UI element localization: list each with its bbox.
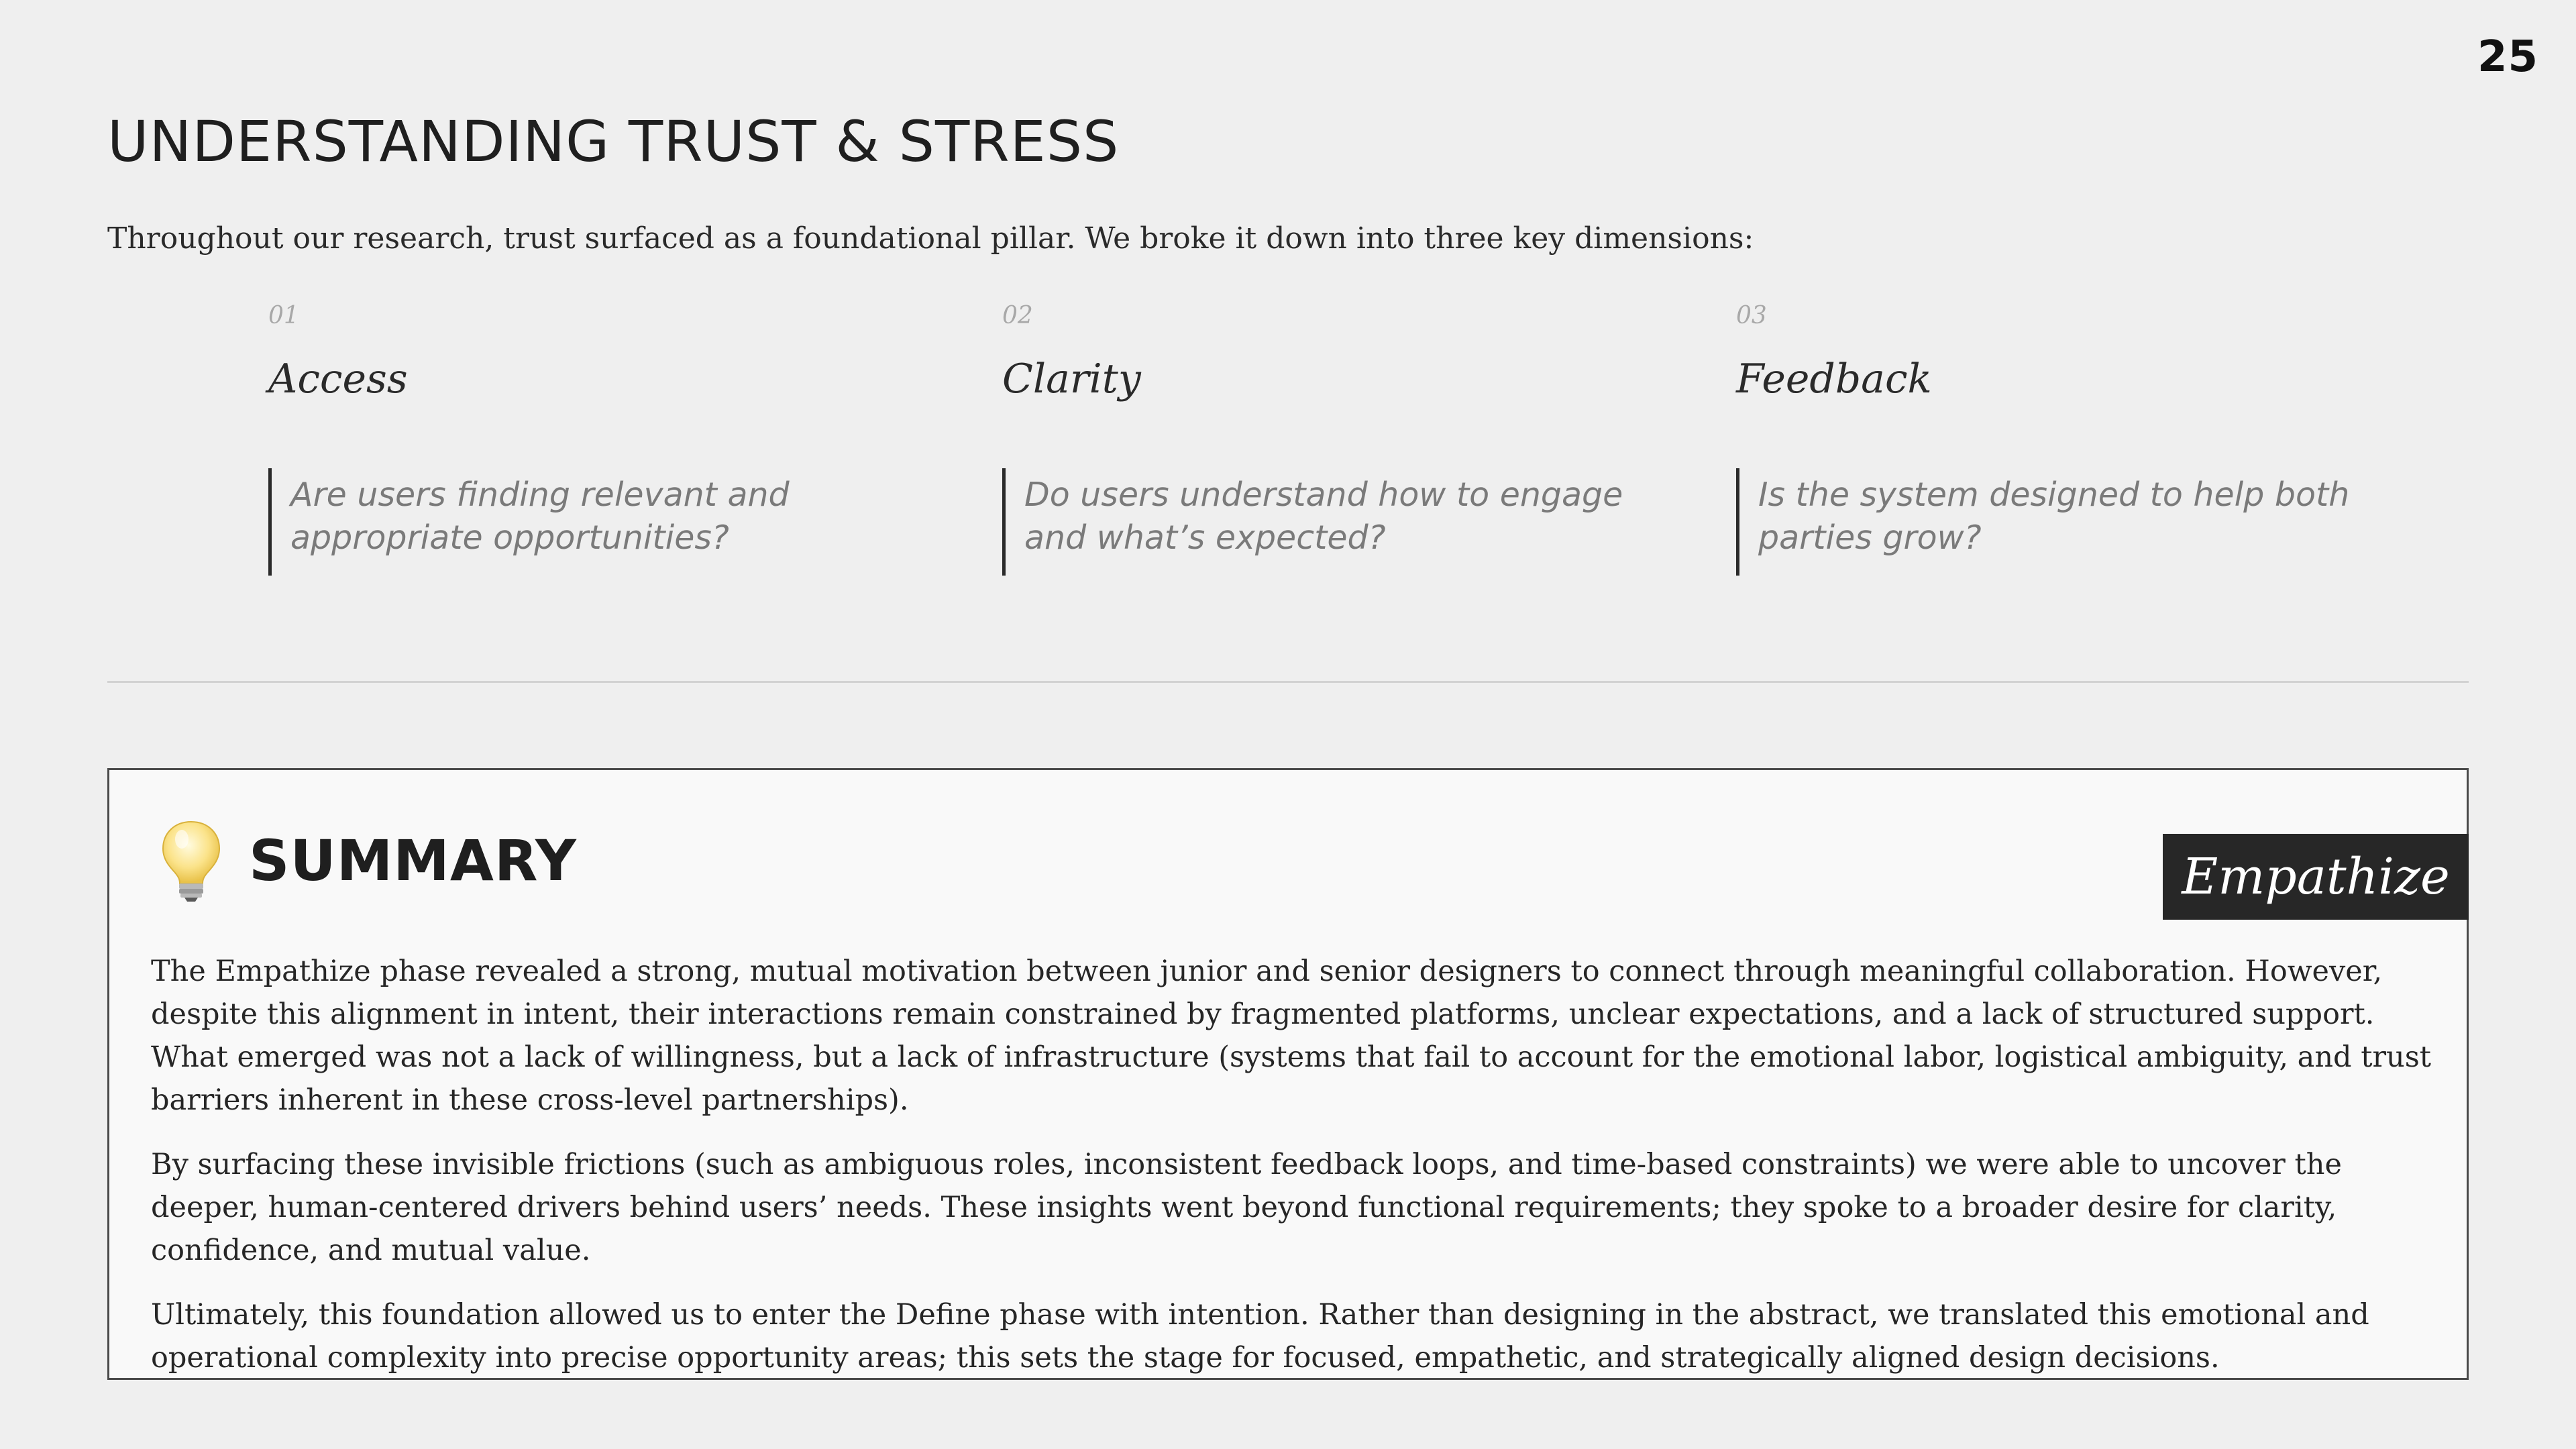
trust-dimensions [268, 302, 2482, 584]
summary-paragraph: By surfacing these invisible frictions (such as ambiguous roles, inconsistent feedback loops, and time-based constraints) we were able to uncover the deeper, human-centered drivers behind users’ needs. These insights went beyond functional requirements; they spoke to a broader desire for clarity, confidence, and mutual value. [151, 1148, 2342, 1267]
dimension-number: 03 [1736, 302, 1767, 329]
dimension-number: 01 [268, 302, 299, 329]
summary-card [107, 768, 2469, 1380]
phase-tag: Empathize [2163, 834, 2469, 920]
dimension-question: Are users finding relevant and appropriate opportunities? [268, 468, 926, 576]
dimension-title: Access [268, 356, 408, 402]
lightbulb-icon [159, 819, 223, 902]
page-title: UNDERSTANDING TRUST & STRESS [107, 109, 1120, 174]
summary-paragraph: Ultimately, this foundation allowed us to enter the Define phase with intention. Rather than designing in the abstract, we translated this emotional and operational complexity into precise opportunity areas; this sets the stage for focused, empathetic, and strategically aligned design decisions. [151, 1298, 2369, 1375]
dimension-clarity [1002, 302, 1673, 584]
dimension-title: Feedback [1736, 356, 1932, 402]
dimension-access [268, 302, 939, 584]
summary-heading [159, 817, 577, 904]
dimension-question: Is the system designed to help both parties grow? [1736, 468, 2394, 576]
dimension-question: Do users understand how to engage and what’s expected? [1002, 468, 1660, 576]
summary-title: SUMMARY [249, 828, 577, 894]
summary-body [151, 950, 2432, 1401]
section-divider [107, 681, 2469, 683]
summary-paragraph: The Empathize phase revealed a strong, mutual motivation between junior and senior designers to connect through meaningful collaboration. However, despite this alignment in intent, their interactions remain constrained by fragmented platforms, unclear expectations, and a lack of structured support. What emerged was not a lack of willingness, but a lack of infrastructure (systems that fail to account for the emotional labor, logistical ambiguity, and trust barriers inherent in these cross-level partnerships). [151, 955, 2432, 1117]
dimension-number: 02 [1002, 302, 1033, 329]
dimension-feedback [1736, 302, 2407, 584]
page-number: 25 [2477, 32, 2538, 82]
intro-text: Throughout our research, trust surfaced as a foundational pillar. We broke it down into three key dimensions: [107, 221, 1754, 256]
dimension-title: Clarity [1002, 356, 1141, 402]
